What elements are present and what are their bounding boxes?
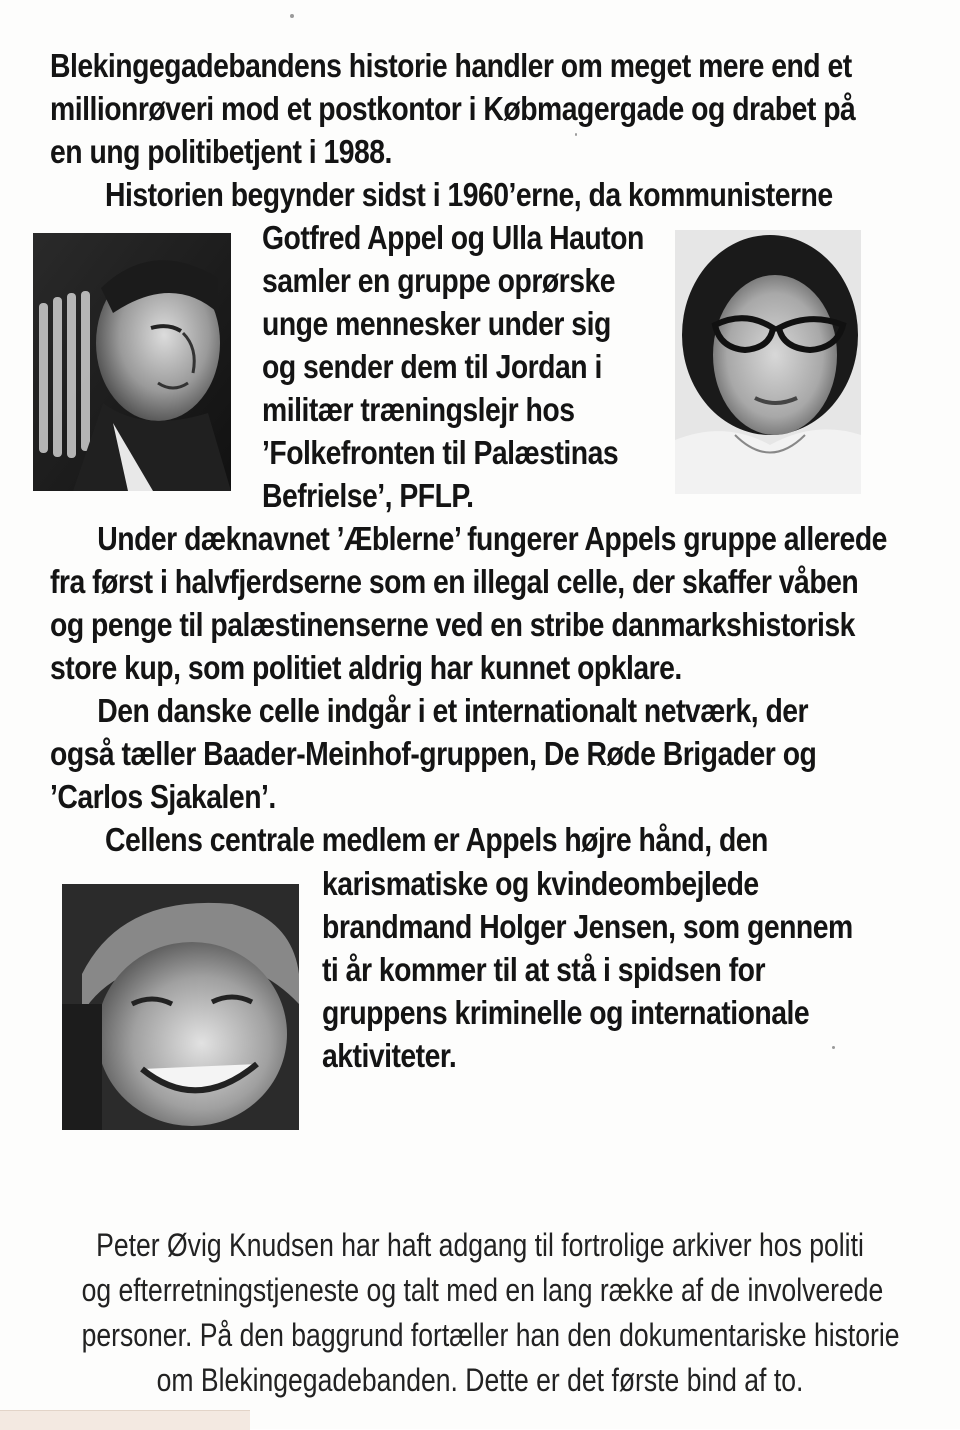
author-note (0, 1223, 960, 1403)
paper-speck (575, 133, 577, 136)
blurb-paragraph-5-wrap (322, 862, 853, 1077)
text-line: Den danske celle indgår i et internationalt netværk, der (97, 692, 809, 729)
blurb-paragraph-5-intro (105, 818, 768, 861)
text-line: gruppens kriminelle og internationale (322, 994, 810, 1031)
text-line: militær træningslejr hos (262, 391, 575, 428)
paper-speck (290, 14, 294, 18)
text-line: aktiviteter. (322, 1037, 457, 1074)
text-line: Under dæknavnet ’Æblerne’ fungerer Appels gruppe allerede (97, 520, 887, 557)
text-line: og sender dem til Jordan i (262, 348, 602, 385)
text-line: unge mennesker under sig (262, 305, 611, 342)
text-line: og efterretningstjeneste og talt med en lang række af de involverede (81, 1272, 884, 1308)
text-line: samler en gruppe oprørske (262, 262, 616, 299)
text-line: Peter Øvig Knudsen har haft adgang til fortrolige arkiver hos politi (96, 1227, 864, 1263)
text-line: millionrøveri mod et postkontor i Købmagergade og drabet på (50, 90, 856, 127)
blurb-paragraph-1 (50, 44, 855, 173)
blurb-paragraph-3 (50, 517, 887, 689)
text-line: Befrielse’, PFLP. (262, 477, 474, 514)
portrait-photo-man-profile (33, 233, 231, 491)
text-line: ti år kommer til at stå i spidsen for (322, 951, 766, 988)
blurb-paragraph-4 (50, 689, 816, 818)
text-line: ’Folkefronten til Palæstinas (262, 434, 619, 471)
portrait-photo-woman-glasses (675, 230, 861, 494)
text-line: om Blekingegadebanden. Dette er det første bind af to. (156, 1362, 804, 1398)
portrait-photo-smiling-man (62, 884, 299, 1130)
text-line: Cellens centrale medlem er Appels højre hånd, den (105, 821, 768, 858)
text-line: en ung politibetjent i 1988. (50, 133, 392, 170)
text-line: karismatiske og kvindeombejlede (322, 865, 759, 902)
text-line: ’Carlos Sjakalen’. (50, 778, 276, 815)
text-line: Blekingegadebandens historie handler om meget mere end et (50, 47, 852, 84)
text-line: Gotfred Appel og Ulla Hauton (262, 219, 644, 256)
text-line: brandmand Holger Jensen, som gennem (322, 908, 853, 945)
blurb-paragraph-2-intro (105, 173, 833, 216)
text-line: store kup, som politiet aldrig har kunnet opklare. (50, 649, 682, 686)
paper-speck (832, 1046, 835, 1049)
text-line: personer. På den baggrund fortæller han den dokumentariske historie (81, 1317, 900, 1353)
text-line: og penge til palæstinenserne ved en stribe danmarkshistorisk (50, 606, 855, 643)
text-line: også tæller Baader-Meinhof-gruppen, De Røde Brigader og (50, 735, 817, 772)
blurb-paragraph-2-wrap (262, 216, 644, 517)
text-line: fra først i halvfjerdserne som en illegal celle, der skaffer våben (50, 563, 859, 600)
paper-scrap (0, 1410, 250, 1430)
text-line: Historien begynder sidst i 1960’erne, da kommunisterne (105, 176, 833, 213)
